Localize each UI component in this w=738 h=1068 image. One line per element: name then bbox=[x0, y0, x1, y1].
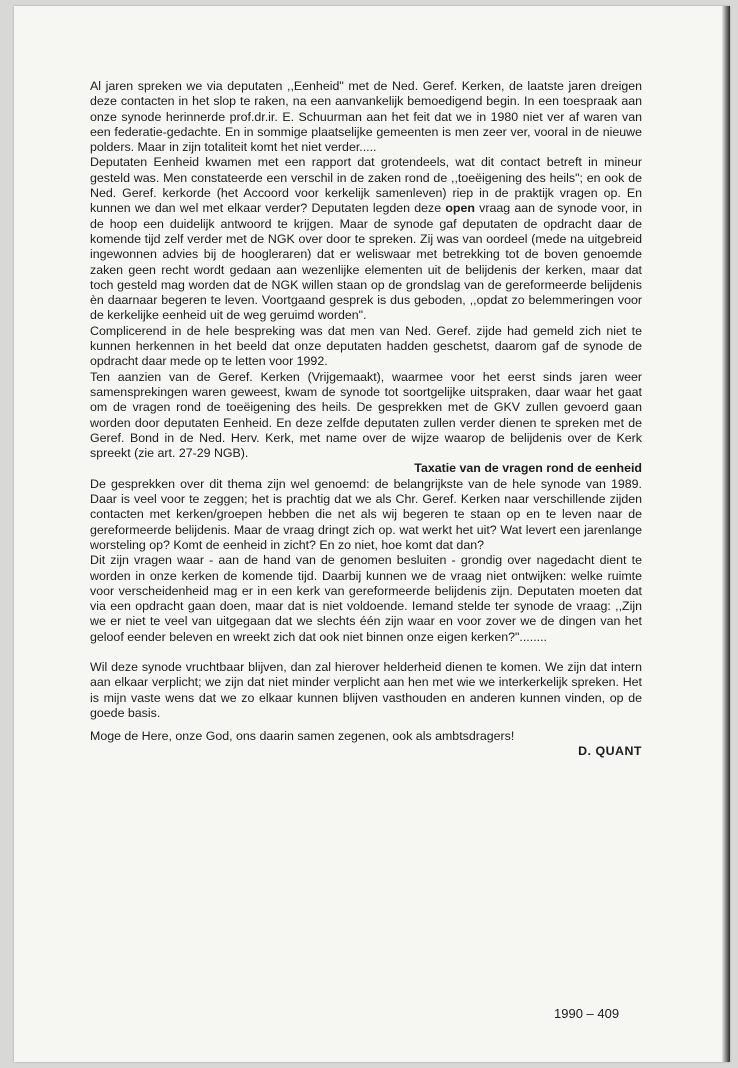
spacer bbox=[90, 721, 642, 729]
spacer bbox=[90, 645, 642, 660]
section-heading: Taxatie van de vragen rond de eenheid bbox=[414, 461, 642, 476]
paragraph-gkv: Ten aanzien van de Geref. Kerken (Vrijgemaakt), waarmee voor het eerst sinds jaren weer samensprekingen waren geweest, kwam de synode tot soortgelijke uitspraken, daar waar het gaat om de vragen rond de toeëigening des heils. De gesprekken met de GKV zullen gevoerd gaan worden door deputaten Eenheid. En deze zelfde deputaten zullen verder dienen te spreken met de Geref. Bond in de Ned. Herv. Kerk, met name over de wijze waarop de belijdenis over de Kerk spreekt (zie art. 27-29 NGB). bbox=[90, 369, 642, 461]
author-signature: D. QUANT bbox=[578, 744, 642, 759]
article-column bbox=[90, 79, 642, 760]
paragraph-gesprekken: De gesprekken over dit thema zijn wel genoemd: de belangrijkste van de hele synode van 1989. Daar is veel voor te zeggen; het is prachtig dat we als Chr. Geref. Kerken naar verschillende zijden contacten met kerken/groepen hebben die net als wij begeren te staan op en te leven naar de gereformeerde belijdenis. Maar de vraag dringt zich op. wat werkt het uit? Wat levert een jarenlange worsteling op? Komt de eenheid in zicht? En zo niet, hoe komt dat dan? bbox=[90, 476, 642, 552]
page-number: 1990 – 409 bbox=[554, 1006, 620, 1021]
page-edge-shadow bbox=[722, 6, 730, 1062]
paragraph-vragen: Dit zijn vragen waar - aan de hand van de genomen besluiten - grondig over nagedacht dient te worden in onze kerken de komende tijd. Daarbij kunnen we de vraag niet ontwijken: welke ruimte voor verscheidenheid mag er in een kerk van gereformeerde belijdenis zijn. Deputaten moeten dat via een opdracht gaan doen, maar dat is niet voldoende. Iemand stelde ter synode de vraag: ,,Zijn we er niet te veel van uitgegaan dat we slechts één zijn waar en voor zover we de dingen van het geloof eender beleven en wreekt zich dat ook niet binnen onze eigen kerken?"........ bbox=[90, 553, 642, 644]
paragraph-deputaten bbox=[90, 155, 642, 323]
paragraph-deputaten-part1: Deputaten Eenheid kwamen met een rapport dat grotendeels, wat dit contact betreft in mineur gesteld was. Men constateerde een verschil in de zaken rond de ,,toeëigening des heils"; en ook de Ned. Geref. kerkorde (het Accoord voor kerkelijk samenleven) riep in de praktijk vragen op. En kunnen we dan wel met elkaar verder? Deputaten legden deze bbox=[90, 155, 642, 216]
paragraph-intro: Al jaren spreken we via deputaten ,,Eenheid" met de Ned. Geref. Kerken, de laatste jaren dreigen deze contacten in het slop te raken, na een aanvankelijk bemoedigend begin. In een toespraak aan onze synode herinnerde prof.dr.ir. E. Schuurman aan het feit dat we in 1980 niet ver af waren van een federatie-gedachte. En in sommige plaatselijke gemeenten is men zeer ver, vooral in de nieuwe polders. Maar in zijn totaliteit komt het niet verder..... bbox=[90, 79, 642, 155]
paragraph-vruchtbaar: Wil deze synode vruchtbaar blijven, dan zal hierover helderheid dienen te komen. We zijn dat intern aan elkaar verplicht; we zijn dat niet minder verplicht aan hen met wie we interkerkelijk spreken. Het is mijn vaste wens dat we zo elkaar kunnen blijven vasthouden en anderen kunnen vinden, op de goede basis. bbox=[90, 659, 642, 720]
emphasis-open: open bbox=[445, 201, 475, 216]
paragraph-zegen: Moge de Here, onze God, ons daarin samen zegenen, ook als ambtsdragers! bbox=[90, 729, 515, 744]
paragraph-complicerend: Complicerend in de hele bespreking was dat men van Ned. Geref. zijde had gemeld zich niet te kunnen herkennen in het beeld dat onze deputaten hadden geschetst, daarom gaf de synode de opdracht daar mede op te letten voor 1992. bbox=[90, 323, 642, 369]
document-page bbox=[14, 6, 730, 1062]
paragraph-deputaten-part2: vraag aan de synode voor, in de hoop een duidelijk antwoord te krijgen. Maar de synode gaf deputaten de opdracht daar de komende tijd zelf verder met de NGK over door te spreken. Zij was van oordeel (mede na uitgebreid ingewonnen advies bij de hoogleraren) dat er weliswaar met betrekking tot de boven genoemde zaken geen recht wordt gedaan aan wezenlijke elementen uit de belijdenis der kerken, maar dat toch gesteld mag worden dat de NGK willen staan op de grondslag van de gereformeerde belijdenis èn daarnaar begeren te leven. Voortgaand gesprek is dus geboden, ,,opdat zo belemmeringen voor de kerkelijke eenheid uit de weg geruimd worden". bbox=[90, 201, 642, 323]
